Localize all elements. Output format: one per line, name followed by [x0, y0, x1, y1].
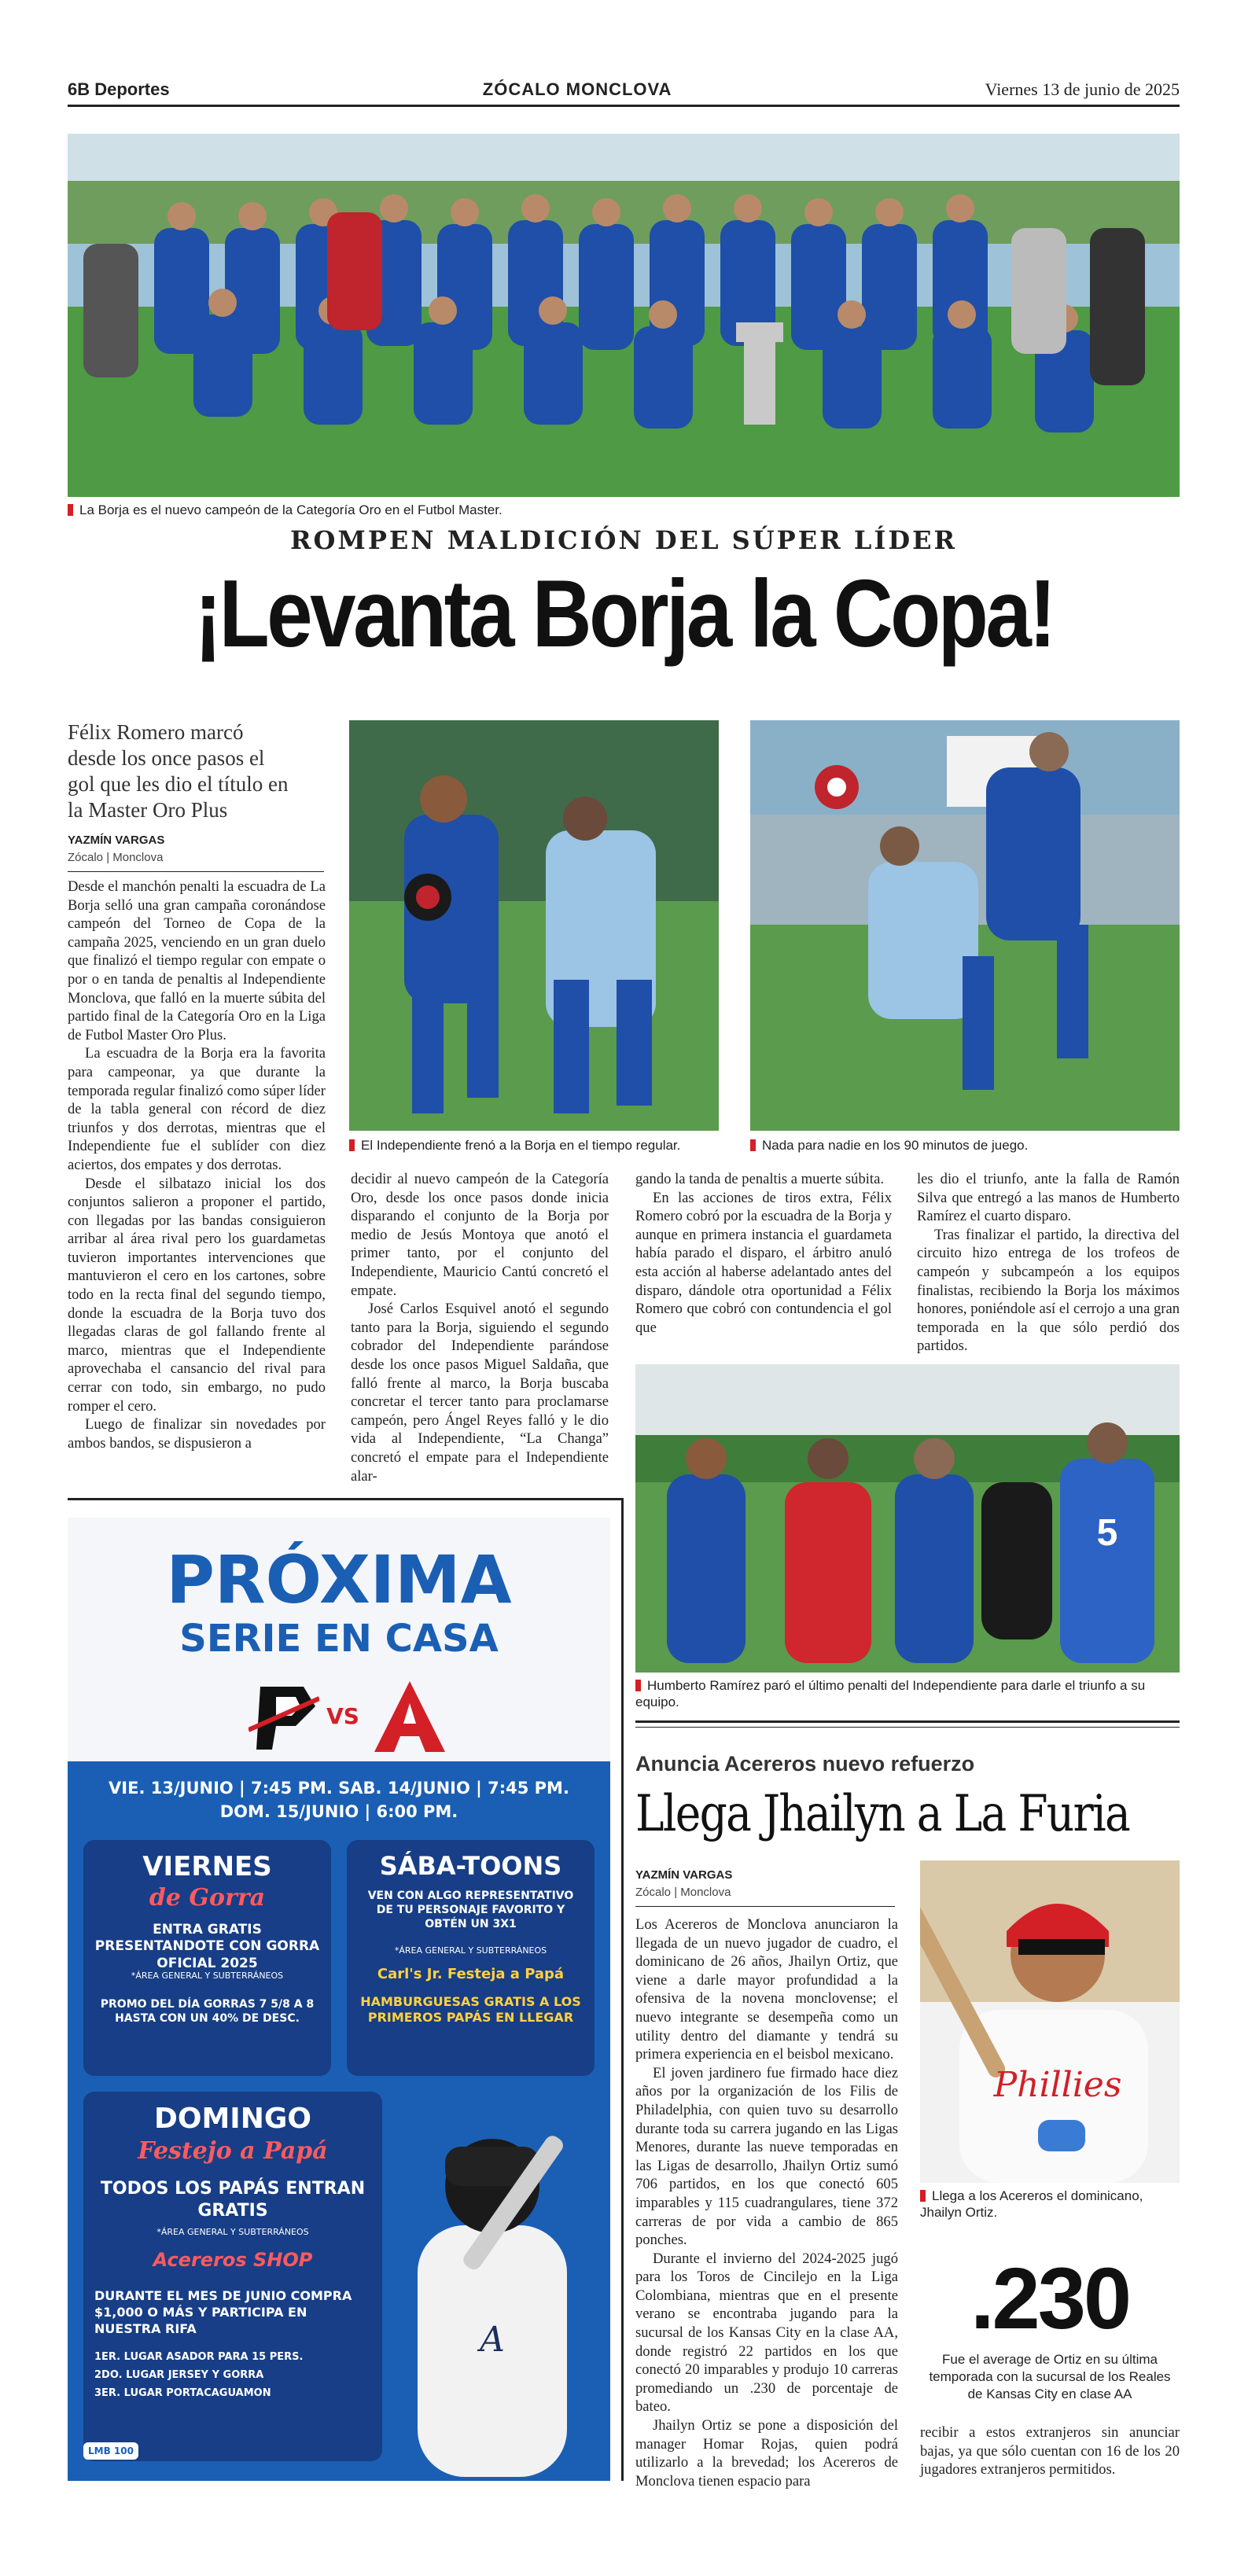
second-byline: YAZMÍN VARGAS	[635, 1868, 733, 1882]
paragraph: José Carlos Esquivel anotó el segundo tanto para la Borja, siguiendo el segundo cobrador del Independiente parándose desde los once pasos Miguel Saldaña, que falló frente al marco, la Borja buscaba concretar el tercer tanto para proclamarse campeón, pero Ángel Reyes falló y le dio vida al Independiente, “La Changa” concretó el empate para el Independiente alar-	[351, 1301, 609, 1485]
ad-subtitle: SERIE EN CASA	[179, 1617, 499, 1661]
prize-item: 3ER. LUGAR PORTACAGUAMON	[94, 2387, 271, 2399]
section-divider-vertical	[621, 1498, 624, 2481]
paragraph: En las acciones de tiros extra, Félix Romero cobró por la escuadra de la Borja y aunque en primera instancia el guardameta había parado el disparo, el árbitro anuló esta acción al haberse adelantado antes del disparo, dándole otra oportunidad a Félix Romero que cobró con contundencia el gol que	[635, 1189, 892, 1336]
player-photo-caption: Llega a los Acereros el dominicano, Jhailyn Ortiz.	[920, 2188, 1180, 2221]
promo-friday-text: ENTRA GRATIS PRESENTANDOTE CON GORRA OFICIAL 2025	[94, 1922, 320, 1971]
promo-sunday-title: DOMINGO	[154, 2103, 311, 2135]
promo-sunday	[83, 2092, 382, 2461]
match-photo-1	[349, 720, 719, 1131]
team-photo-caption: La Borja es el nuevo campeón de la Categoría Oro en el Futbol Master.	[68, 502, 854, 518]
promo-friday-note: *ÁREA GENERAL Y SUBTERRÁNEOS	[131, 1971, 284, 1981]
promo-saturday-text: VEN CON ALGO REPRESENTATIVO DE TU PERSONAJE FAVORITO Y OBTÉN UN 3X1	[367, 1890, 574, 1931]
promo-sunday-sub: Festejo a Papá	[138, 2137, 328, 2165]
svg-text:Phillies: Phillies	[993, 2065, 1122, 2105]
promo-saturday-brand: Carl's Jr. Festeja a Papá	[377, 1966, 565, 1982]
baseball-series-ad[interactable]	[68, 1518, 610, 2481]
second-story-headline: Llega Jhailyn a La Furia	[635, 1785, 1130, 1843]
story-column-3	[635, 1170, 892, 1337]
paragraph: Tras finalizar el partido, la directiva del circuito hizo entrega de los trofeos de campeón y subcampeón a los equipos finalistas, recibiendo la Borja los máximos honores, poniéndole así el cerrojo a una gran temporada en la que sólo perdió dos partidos.	[917, 1226, 1180, 1355]
promo-friday-sub: de Gorra	[149, 1884, 266, 1912]
promo-friday	[83, 1840, 331, 2076]
promo-saturday-title: SÁBA-TOONS	[379, 1851, 562, 1881]
paragraph: Desde el manchón penalti la escuadra de La Borja selló una gran campaña coronándose campeón del Torneo de Copa de la campaña 2025, venciendo en un gran duelo que finalizó el tiempo regular con empate o por o en tanda de penaltis al Independiente Monclova, que falló en la muerte súbita del partido final de la Categoría Oro en la Liga de Futbol Master Oro Plus.	[68, 878, 326, 1043]
second-story-column-1	[635, 1915, 898, 2490]
story-column-2	[351, 1170, 609, 1485]
team-photo	[68, 134, 1180, 497]
paragraph: Desde el silbatazo inicial los dos conjuntos salieron a proponer el partido, con llegadas por las bandas consiguieron arribar al área rival pero los guardametas tuvieron importantes intervenciones que mantuvieron el cero en los cartones, sobre todo en la recta final del segundo tiempo, donde la escuadra de la Borja tuvo dos llegadas claras de gol fallando frente al marco, mientras que el Independiente aprovechaba el cansancio del rival para cerrar con todo, sin embargo, no pudo romper el cero.	[68, 1175, 326, 1415]
page-header	[68, 75, 1180, 107]
story-column-4	[917, 1170, 1180, 1356]
ad-title: PRÓXIMA	[166, 1541, 512, 1618]
promo-raffle: DURANTE EL MES DE JUNIO COMPRA $1,000 O MÁS Y PARTICIPA EN NUESTRA RIFA	[94, 2288, 352, 2336]
match-photo-3	[635, 1364, 1180, 1673]
lmb-badge: LMB 100	[83, 2442, 138, 2460]
issue-date: Viernes 13 de junio de 2025	[985, 79, 1180, 99]
svg-text:5: 5	[1096, 1512, 1118, 1554]
match-photo-2	[750, 720, 1180, 1131]
promo-friday-title: VIERNES	[142, 1851, 272, 1882]
section-divider-horizontal	[68, 1498, 621, 1500]
player-photo	[920, 1860, 1180, 2183]
byline: YAZMÍN VARGAS	[68, 834, 165, 847]
stat-number: .230	[970, 2250, 1130, 2347]
svg-text:A: A	[480, 2320, 505, 2360]
paragraph: decidir al nuevo campeón de la Categoría Oro, desde los once pasos donde inicia disparando el conjunto de la Borja por medio de Jesús Montoya que anotó el primer tanto, por el conjunto del Independiente, Mauricio Cantú concretó el empate.	[351, 1171, 609, 1299]
match-photo-2-caption: Nada para nadie en los 90 minutos de juego.	[750, 1137, 1180, 1154]
promo-saturday-note: *ÁREA GENERAL Y SUBTERRÁNEOS	[394, 1945, 547, 1956]
byline-origin: Zócalo | Monclova	[68, 851, 164, 864]
stat-caption: Fue el average de Ortiz en su última temporada con la sucursal de los Reales de Kansas City en clase AA	[929, 2352, 1171, 2402]
paragraph: Jhailyn Ortiz se pone a disposición del manager Homar Rojas, quien podrá utilizarlo a la brevedad; los Acereros de Monclova tienen espacio para	[635, 2417, 898, 2490]
paragraph: Durante el invierno del 2024-2025 jugó para los Toros de Cincilejo en la Liga Colombiana, mientras que en el presente verano se encontraba jugando para la sucursal de los Kansas City en la clase AA, donde registró 22 partidos en los que conectó 20 imparables y produjo 10 carreras promediando un .230 de porcentaje de bateo.	[635, 2250, 898, 2416]
raffle-prizes	[94, 2351, 371, 2399]
byline-divider	[68, 871, 324, 872]
promo-sunday-text: TODOS LOS PAPÁS ENTRAN GRATIS	[100, 2179, 366, 2221]
second-byline-divider	[635, 1906, 895, 1907]
second-story-kicker: Anuncia Acereros nuevo refuerzo	[635, 1752, 975, 1776]
match-photo-1-caption: El Independiente frenó a la Borja en el tiempo regular.	[349, 1137, 719, 1154]
promo-friday-shop: PROMO DEL DÍA GORRAS 7 5/8 A 8 HASTA CON UN 40% DE DESC.	[100, 1998, 315, 2026]
second-story-column-2	[920, 2423, 1180, 2479]
paragraph: Luego de finalizar sin novedades por ambos bandos, se dispusieron a	[68, 1416, 326, 1452]
paragraph: recibir a estos extranjeros sin anunciar bajas, ya que sólo cuentan con 16 de los 20 jugadores extranjeros permitidos.	[920, 2424, 1180, 2478]
second-story-top-rule-thin	[635, 1727, 1180, 1728]
story-column-1	[68, 878, 326, 1452]
player-illustration	[386, 2115, 598, 2477]
paragraph: les dio el triunfo, ante la falla de Ramón Silva que entregó a las manos de Humberto Ramírez el cuarto disparo.	[917, 1171, 1180, 1225]
ad-dates: VIE. 13/JUNIO | 7:45 PM. SAB. 14/JUNIO | 7:45 PM.	[109, 1779, 569, 1798]
promo-saturday	[347, 1840, 595, 2076]
section-label: 6B Deportes	[68, 79, 170, 99]
team-logo-acereros	[370, 1680, 449, 1755]
paragraph: El joven jardinero fue firmado hace diez años por la organización de los Filis de Philadelphia, con quien tuvo su desarrollo durante toda su carrera jugando en las Ligas Menores, durante las nueve temporadas en las Ligas de desarrollo, Jhailyn Ortiz sumó 706 partidos, en los que conectó 605 imparables y 115 cuadrangulares, tiene 372 carreras de por vida a cambio de 865 ponches.	[635, 2064, 898, 2249]
prize-item: 2DO. LUGAR JERSEY Y GORRA	[94, 2369, 264, 2381]
match-photo-3-caption: Humberto Ramírez paró el último penalti del Independiente para darle el triunfo a su equipo.	[635, 1677, 1180, 1711]
prize-item: 1ER. LUGAR ASADOR PARA 15 PERS.	[94, 2351, 304, 2363]
acereros-shop: Acereros SHOP	[153, 2249, 313, 2271]
promo-sunday-note: *ÁREA GENERAL Y SUBTERRÁNEOS	[156, 2227, 309, 2237]
story-deck: Félix Romero marcó desde los once pasos el gol que les dio el título en la Master Oro Plus	[68, 720, 289, 822]
second-story-top-rule	[635, 1720, 1180, 1723]
second-byline-origin: Zócalo | Monclova	[635, 1886, 731, 1899]
paragraph: gando la tanda de penaltis a muerte súbita.	[635, 1171, 884, 1187]
story-kicker: ROMPEN MALDICIÓN DEL SÚPER LÍDER	[289, 525, 958, 555]
paragraph: Los Acereros de Monclova anunciaron la llegada de un nuevo jugador de cuadro, el dominicano de 26 años, Jhailyn Ortiz, que viene a darle mayor profundidad a la ofensiva de la novena monclovense; el nuevo integrante se desempeña como un utility dentro del diamante y tendrá su primera experiencia en el beisbol mexicano.	[635, 1916, 898, 2063]
ad-vs: VS	[326, 1703, 359, 1729]
team-logo-pericos	[248, 1683, 319, 1754]
newspaper-name: ZÓCALO MONCLOVA	[482, 79, 672, 99]
promo-saturday-promo: HAMBURGUESAS GRATIS A LOS PRIMEROS PAPÁS EN LLEGAR	[360, 1994, 581, 2025]
story-headline: ¡Levanta Borja la Copa!	[194, 560, 1054, 667]
ad-dates-sunday: DOM. 15/JUNIO | 6:00 PM.	[219, 1802, 458, 1821]
paragraph: La escuadra de la Borja era la favorita para campeonar, ya que durante la temporada regular finalizó como súper líder de la tabla general con récord de diez triunfos y dos derrotas, mientras que el Independiente fue el sublíder con diez aciertos, dos empates y dos derrotas.	[68, 1045, 326, 1173]
